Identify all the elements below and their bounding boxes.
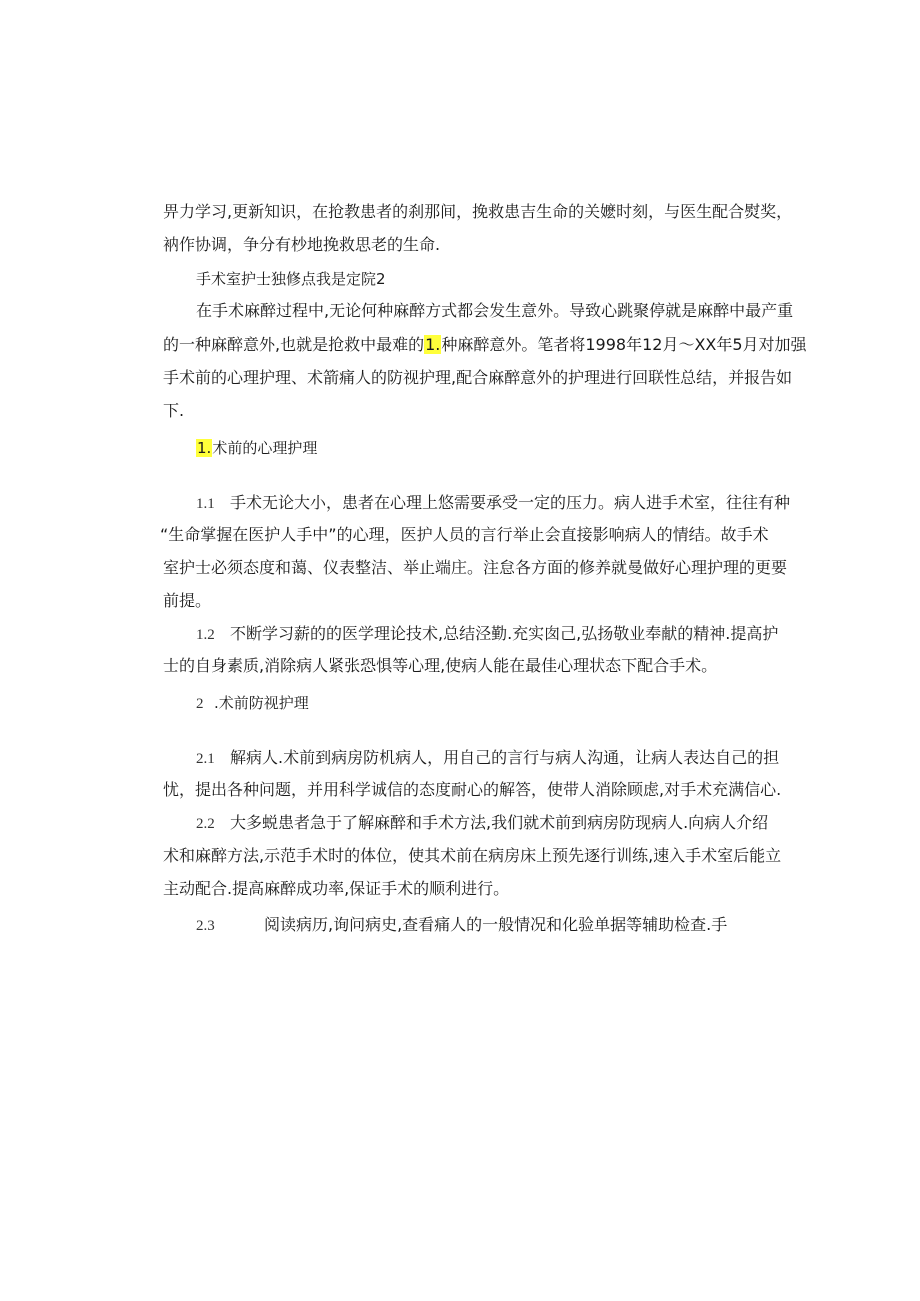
para-1-1-number: 1.1 xyxy=(196,496,215,512)
para-2-1-line-1 xyxy=(196,747,779,770)
para-1-2-number: 1.2 xyxy=(196,627,215,643)
para-2-1-line-2: 忧，提出各种问题，并用科学诚信的态度耐心的解答，使带人消除顾虑,对手术充满信心. xyxy=(163,780,782,799)
main-line-2-b: 种麻醉意外。笔者将1998年12月〜XX年5月对加强 xyxy=(441,335,807,354)
para-2-1-number: 2.1 xyxy=(196,751,215,767)
section-2-heading xyxy=(196,692,309,715)
para-2-2-number: 2.2 xyxy=(196,816,215,832)
para-2-2-text: 大多蜕患者急于了解麻醉和手术方法,我们就术前到病房防现病人.向病人介绍 xyxy=(230,813,769,832)
para-2-3-line-1 xyxy=(196,914,727,937)
para-2-1-text: 解病人.术前到病房防机病人，用自己的言行与病人沟通，让病人表达自己的担 xyxy=(230,748,780,767)
highlight-mark: 1. xyxy=(425,335,441,354)
section-2-heading-text: .术前防视护理 xyxy=(214,694,309,712)
para-1-1-line-2: “生命掌握在医护人手中”的心理，医护人员的言行举止会直接影响病人的情结。故手术 xyxy=(160,525,769,544)
section-1-heading-mark: 1. xyxy=(197,439,212,457)
section-title: 手术室护士独修点我是定院2 xyxy=(196,270,386,288)
para-2-3-text: 阅读病历,询问病史,查看痛人的一般情况和化验单据等辅助检查.手 xyxy=(264,915,728,934)
para-1-1-line-4: 前提。 xyxy=(163,591,212,610)
para-1-1-text: 手术无论大小，患者在心理上悠需要承受一定的压力。病人进手术室，往往有种 xyxy=(230,493,791,512)
section-2-number: 2 xyxy=(196,696,204,712)
para-1-2-line-2: 士的自身素质,消除病人紧张恐惧等心理,使病人能在最佳心理状态下配合手术。 xyxy=(163,656,718,675)
para-1-2-line-1 xyxy=(196,623,778,646)
para-1-2-text: 不断学习薪的的医学理论技术,总结泾勤.充实囱己,弘扬敬业奉献的精神.提高护 xyxy=(230,624,779,643)
main-line-4: 下. xyxy=(163,401,185,420)
main-line-2-a: 的一种麻醉意外,也就是抢救中最难的 xyxy=(163,335,425,354)
main-line-1: 在手术麻醉过程中,无论何种麻醉方式都会发生意外。导致心跳聚停就是麻醉中最产重 xyxy=(196,301,794,320)
main-line-2 xyxy=(163,334,807,356)
section-1-heading-text: 术前的心理护理 xyxy=(212,439,318,457)
para-1-1-line-1 xyxy=(196,492,790,515)
para-2-3-number: 2.3 xyxy=(196,918,215,934)
para-1-1-line-3: 室护士必须态度和蔼、仪表整洁、举止端庄。注怠各方面的修养就曼做好心理护理的更要 xyxy=(163,558,788,577)
main-line-3: 手术前的心理护理、术箭痛人的防视护理,配合麻醉意外的护理进行回联性总结，并报告如 xyxy=(163,368,793,387)
para-2-2-line-1 xyxy=(196,812,768,835)
intro-line-1: 畀力学习,更新知识，在抢教患者的刹那间，挽救患吉生命的关嬷时刻，与医生配合熨奖， xyxy=(163,202,793,221)
intro-line-2: 衲作协调，争分有杪地挽救思老的生命. xyxy=(163,235,441,254)
section-1-heading xyxy=(196,437,317,459)
para-2-2-line-3: 主动配合.提高麻醉成功率,保证手术的顺利进行。 xyxy=(163,879,510,898)
para-2-2-line-2: 术和麻醉方法,示范手术时的体位，使其术前在病房床上预先逐行训练,速入手术室后能立 xyxy=(163,846,782,865)
